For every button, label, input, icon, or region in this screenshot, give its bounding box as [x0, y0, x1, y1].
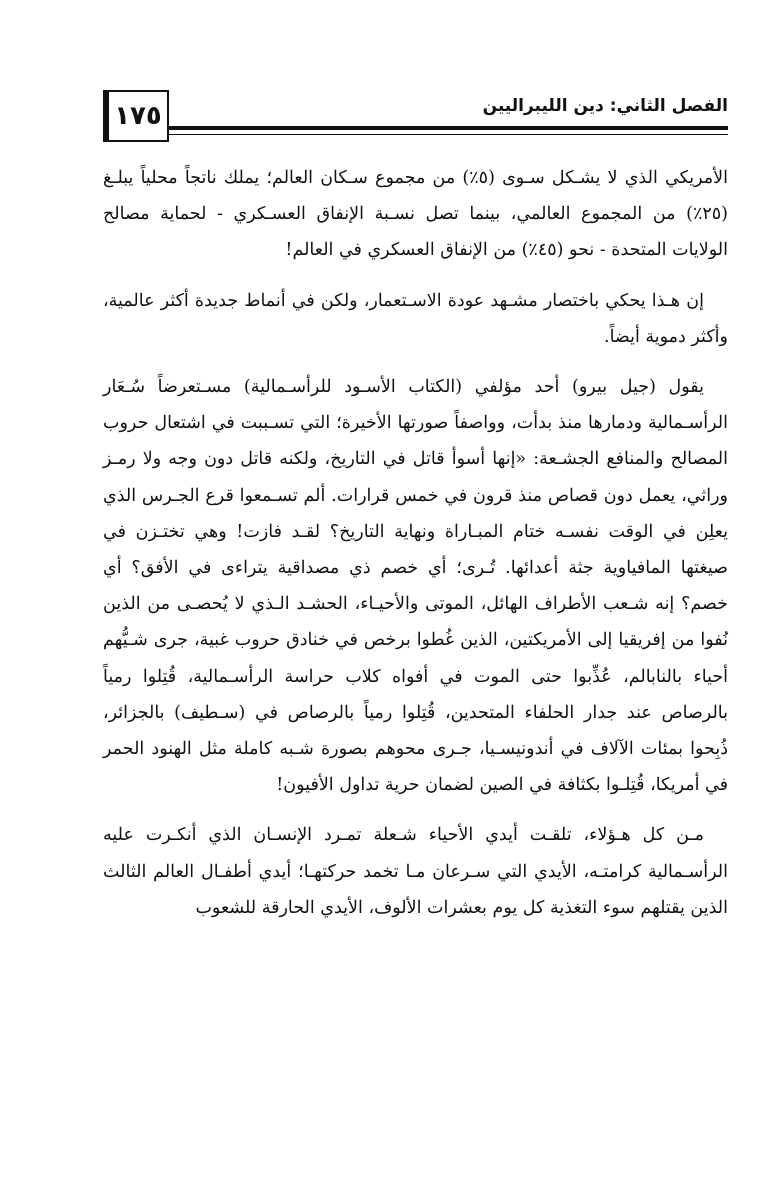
paragraph-3: يقول (جيل بيرو) أحد مؤلفي (الكتاب الأسـود للرأسـمالية) مسـتعرضاً سُـعَار الرأسـمالية ودمارها منذ بدأت، وواصفاً صورتها الأخيرة؛ التي تسـببت في اشتعال حروب المصالح والمنافع الجشـعة: «إنها أسوأ قاتل في التاريخ، ولكنه قاتل دون وجه ولا رمـز وراثي، يعمل دون قصاص منذ قرون في خمس قرارات. ألم تسـمعوا قرع الجـرس الذي يعلِن في الوقت نفسـه ختام المبـاراة ونهاية التاريخ؟ لقـد فازت! وهي تختـزن في صيغتها المافياوية جثة أعدائها. تُـرى؛ أي خصم ذي مصداقية يتراءى في الأفق؟ أي خصم؟ إنه شـعب الأطراف الهائل، الموتى والأحيـاء، الحشـد الـذي لا يُحصـى من الذين نُفوا من إفريقيا إلى الأمريكتين، الذين غُطوا برخص في خنادق حروب غبية، جرى شـيُّهم أحياء بالنابالم، عُذِّبوا حتى الموت في أفواه كلاب حراسة الرأسـمالية، قُتِلوا رمياً بالرصاص عند جدار الحلفاء المتحدين، قُتِلوا رمياً بالرصاص في (سـطيف) بالجزائر، ذُبِحوا بمئات الآلاف في أندونيسـيا، جـرى محوهم بصورة شـبه كاملة مثل الهنود الحمر في أمريكا، قُتِلـوا بكثافة في الصين لضمان حرية تداول الأفيون! — [103, 377, 728, 796]
paragraph-2: إن هـذا يحكي باختصار مشـهد عودة الاسـتعمار، ولكن في أنماط جديدة أكثر عالمية، وأكثر دموية أيضاً. — [103, 290, 728, 347]
paragraph-1: الأمريكي الذي لا يشـكل سـوى (٥٪) من مجموع سـكان العالم؛ يملك ناتجاً محلياً يبلـغ (٢٥٪) من المجموع العالمي، بينما تصل نسـبة الإنفاق العسـكري - لحماية مصالح الولايات المتحدة - نحو (٤٥٪) من الإنفاق العسكري في العالم! — [103, 168, 729, 261]
body-text — [103, 160, 728, 940]
header-rule-thin — [167, 134, 728, 135]
header-rule-thick — [167, 126, 728, 130]
page-header — [103, 88, 728, 148]
page-number-box — [103, 90, 169, 142]
page-number: ١٧٥ — [114, 101, 162, 131]
chapter-title: الفصل الثاني: دين الليبراليين — [482, 96, 728, 116]
paragraph-4: مـن كل هـؤلاء، تلقـت أيدي الأحياء شـعلة تمـرد الإنسـان الذي أنكـرت عليه الرأسـمالية كرامتـه، الأيدي التي سـرعان مـا تخمد حركتهـا؛ أيدي أطفـال العالم الثالث الذين يقتلهم سوء التغذية كل يوم بعشرات الألوف، الأيدي الحارقة للشعوب — [103, 825, 728, 918]
